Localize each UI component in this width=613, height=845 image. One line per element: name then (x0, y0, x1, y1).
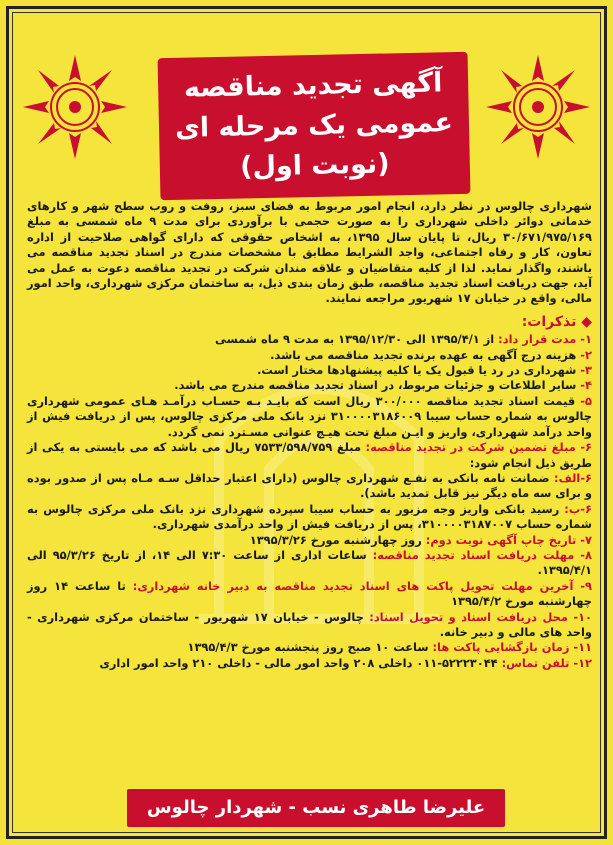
note-item (27, 471, 592, 502)
note-label: مدت قرار داد: (498, 332, 577, 347)
municipality-seal-right (482, 51, 594, 163)
seal-emblem-icon (482, 51, 594, 163)
notes-title: تذکرات: (521, 313, 577, 330)
notes-heading (27, 315, 592, 330)
note-text: ساعت ۱۰ صبح روز پنجشنبه مورخ ۱۳۹۵/۴/۳ (187, 640, 433, 655)
note-text: از ۱۳۹۵/۴/۱ الی ۱۳۹۵/۱۲/۳۰ به مدت ۹ ماه شمسی (215, 332, 499, 347)
note-label: مهلت دریافت اسناد تجدید مناقصه: (372, 547, 575, 562)
mayor-signature: علیرضا طاهری نسب - شهردار چالوس (127, 789, 505, 827)
municipality-seal-left (19, 51, 131, 163)
note-label: تلفن تماس: (501, 655, 570, 670)
note-item (27, 394, 592, 440)
note-item (27, 656, 592, 671)
note-item (27, 579, 592, 610)
note-text: هزینه درج آگهی به عهده برنده تجدید مناقصه می باشد. (270, 347, 577, 362)
note-item (27, 548, 592, 579)
note-label: مبلغ تضمین شرکت در تجدید مناقصه: (365, 440, 576, 455)
title-line-1: آگهی تجدید مناقصه (183, 67, 443, 104)
note-number: ۴- (576, 378, 592, 393)
notice-title-box (158, 52, 471, 200)
note-number: ۱۱- (569, 640, 592, 655)
note-label: تاریخ چاپ آگهی نوبت دوم: (425, 532, 577, 547)
note-text: ضمانت نامه بانکی به نفـع شهرداری چالوس (دارای اعتبار حداقل سـه مـاه پس از صدور بوده و برای سه ماه دیگر نیز قابل تمدید باشد). (27, 470, 592, 501)
note-label: زمان بازگشایی پاکت ها: (432, 640, 570, 655)
intro-paragraph: شهرداری چالوس در نظر دارد، انجام امور مربوط به فضای سبز، روفت و روب سطح شهر و کارهای خدماتی دوائر داخلی شهرداری را به صورت حجمی با برآوردی برای مدت ۹ ماه شمسی به مبلغ ۳۰/۶۷۱/۹۷۵/۱۶۹ ریال، تا پایان سال ۱۳۹۵، به اشخاص حقوقی که دارای گواهی صلاحیت از اداره تعاون، کار و رفاه اجتماعی، واجد الشرایط مطابق با مشخصات مندرج در اسناد تجدید مناقصه می باشند، واگذار نماید. لذا از کلیه متقاضیان و علاقه مندان شرکت در تجدید مناقصه دعوت به عمل می آید، جهت دریافت اسناد تجدید مناقصه، طبق زمان بندی ذیل، به ساختمان مرکزی شهرداری، واحد امور مالی، واقع در خیابان ۱۷ شهریور مراجعه نمایند. (27, 199, 592, 306)
note-item (27, 363, 592, 378)
note-item (27, 533, 592, 548)
note-text: ۵۲۲۲۳۰۴۴-۰۱۱ داخلی ۲۰۸ واحد امور مالی - داخلی ۲۱۰ واحد امور اداری (99, 655, 502, 670)
note-text: روز چهارشنبه مورخ ۱۳۹۵/۳/۲۶ (249, 532, 426, 547)
note-text: رسید بانکی واریز وجه مزبور به حساب سیبا سپرده شهرداری نزد بانک ملی مرکزی چالوس به شماره حساب ۳۱۰۰۰۰۳۱۸۷۰۰۷، پس از دریافت فیش از واحد درآمدی شهرداری. (27, 501, 592, 532)
note-number: ۸- (574, 547, 592, 562)
note-number: ۳- (576, 363, 592, 378)
note-item (27, 348, 592, 363)
note-number: ۶-ب: (559, 501, 592, 516)
notes-list (27, 332, 592, 671)
title-line-2: عمومی یک مرحله ای (174, 107, 454, 144)
note-text: شهرداری در رد یا قبول یک یا کلیه پیشنهادها مختار است. (257, 363, 577, 378)
note-text: مبلغ ۷۵۳۳/۵۹۸/۷۵۹ ریال می باشد که می بایستی به یکی از طریق ذیل انجام شود: (27, 440, 592, 470)
note-number: ۷- (576, 532, 592, 547)
seal-emblem-icon (19, 51, 131, 163)
note-number: ۶-الف: (549, 470, 592, 485)
notes-bullet-icon: ◆ (576, 313, 592, 330)
title-line-3: (نوبت اول) (239, 148, 390, 183)
note-item (27, 502, 592, 533)
note-item (27, 440, 592, 471)
note-text: سایر اطلاعات و جزئیات مربوط، در اسناد تجدید مناقصه مندرج می باشد. (174, 378, 577, 393)
note-number: ۱۲- (569, 655, 592, 670)
note-number: ۲- (576, 347, 592, 362)
note-number: ۱- (576, 332, 592, 347)
note-number: ۱۰- (567, 609, 592, 624)
note-text: قیمت اسناد تجدید مناقصه ۳۰۰/۰۰۰ ریال است که بایـد بـه حسـاب درآمـد هـای عمومی شهرداری چالوس به شماره حساب سیبا ۳۱۰۰۰۰۳۱۸۶۰۰۹ نزد بانک ملی مرکزی چالوس، پس از دریافت فیش از واحد درآمد شهرداری، واریز و ایـن مبلغ تحت هیـچ عنوانی مسـترد نمی گردد. (27, 393, 592, 439)
note-text: تا ساعت ۱۴ روز چهارشنبه مورخ ۱۳۹۵/۴/۲ (27, 578, 592, 609)
note-text: چالوس - خیابان ۱۷ شهریور - ساختمان مرکزی شهرداری - واحد های مالی و دبیر خانه. (27, 609, 592, 639)
note-label: محل دریافت اسناد و تحویل اسناد: (369, 609, 568, 624)
note-number: ۹- (573, 578, 592, 593)
notice-body (27, 199, 592, 671)
note-number: ۶- (575, 440, 592, 455)
note-item (27, 640, 592, 655)
note-number: ۵- (575, 393, 592, 408)
note-text: ساعات اداری از ساعت ۷:۳۰ الی ۱۴، از تاریخ ۹۵/۳/۲۶ الی ۱۳۹۵/۴/۱. (27, 547, 592, 578)
note-item (27, 332, 592, 347)
note-item (27, 610, 592, 641)
note-label: آخرین مهلت تحویل پاکت های اسناد تجدید مناقصه به دبیر خانه شهرداری: (132, 578, 574, 593)
notice-page (6, 6, 607, 839)
note-item (27, 378, 592, 393)
